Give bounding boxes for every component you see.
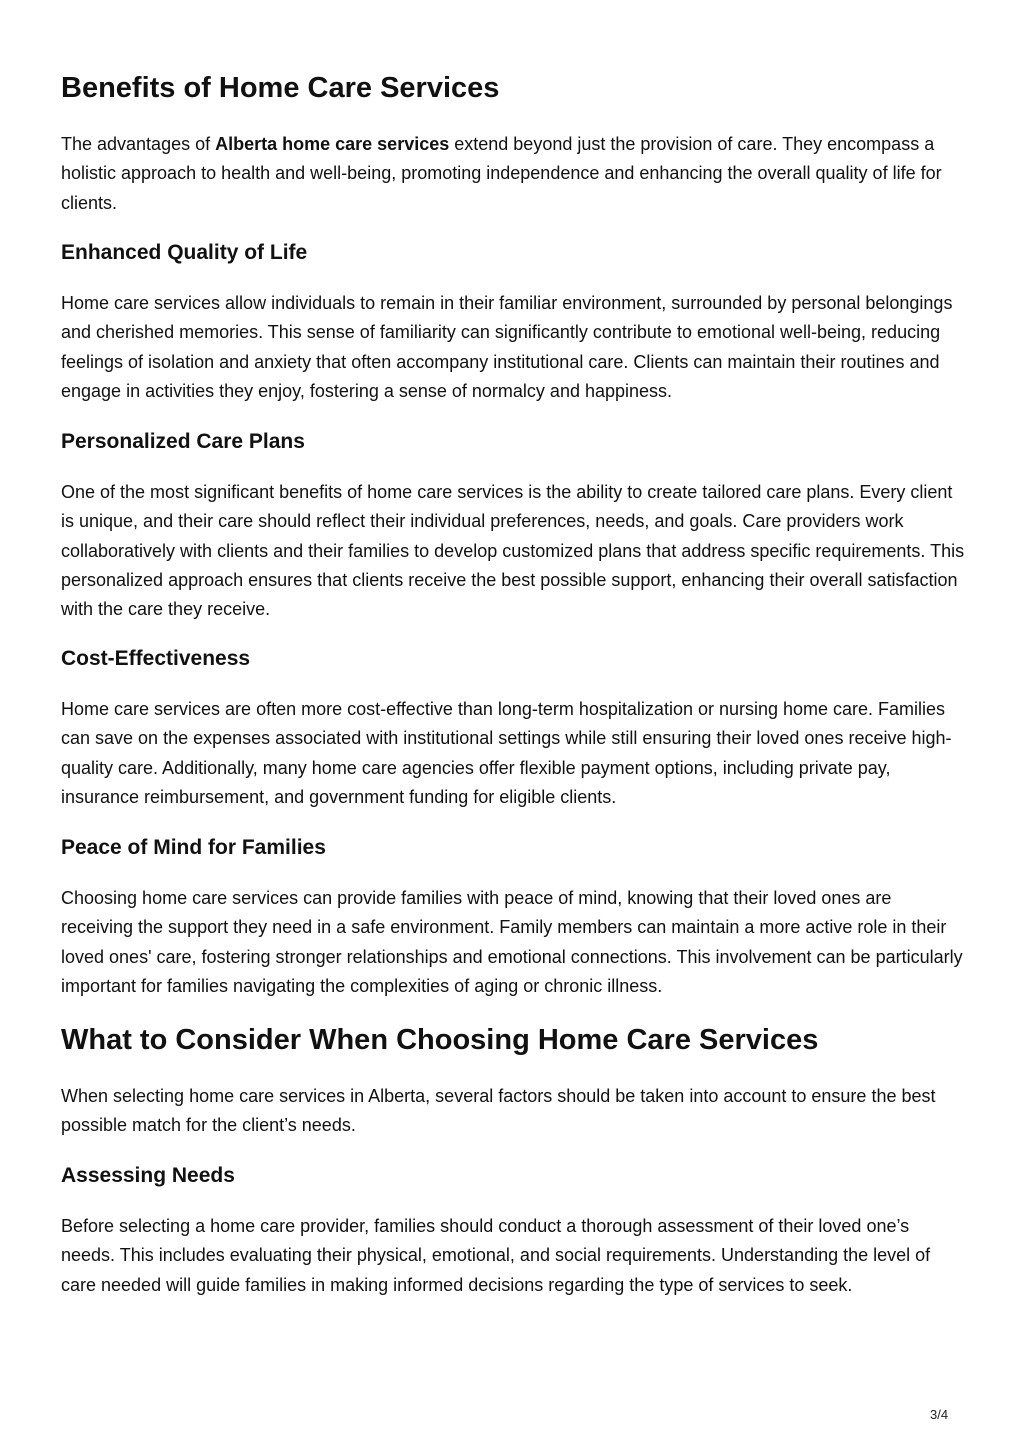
paragraph-benefits-intro (61, 130, 966, 218)
subheading-peace-of-mind: Peace of Mind for Families (61, 836, 326, 859)
intro-text-after: extend beyond just the provision of care. They encompass a holistic approach to health and well-being, promoting independence and enhancing the overall quality of life for clients. (61, 134, 942, 213)
paragraph-peace-of-mind: Choosing home care services can provide families with peace of mind, knowing that their loved ones are receiving the support they need in a safe environment. Family members can maintain a more active role in their loved ones' care, fostering stronger relationships and emotional connections. This involvement can be particularly important for families navigating the complexities of aging or chronic illness. (61, 888, 963, 996)
subheading-personalized-care: Personalized Care Plans (61, 430, 305, 453)
paragraph-personalized-care: One of the most significant benefits of home care services is the ability to create tailored care plans. Every client is unique, and their care should reflect their individual preferences, needs, and goals. Care providers work collaboratively with clients and their families to develop customized plans that address specific requirements. This personalized approach ensures that clients receive the best possible support, enhancing their overall satisfaction with the care they receive. (61, 482, 965, 620)
subheading-assessing-needs: Assessing Needs (61, 1164, 235, 1187)
paragraph-cost-effectiveness: Home care services are often more cost-effective than long-term hospitalization or nursing home care. Families can save on the expenses associated with institutional settings while still ensuring their loved ones receive high-quality care. Additionally, many home care agencies offer flexible payment options, including private pay, insurance reimbursement, and government funding for eligible clients. (61, 699, 952, 807)
paragraph-enhanced-quality: Home care services allow individuals to remain in their familiar environment, surrounded by personal belongings and cherished memories. This sense of familiarity can significantly contribute to emotional well-being, reducing feelings of isolation and anxiety that often accompany institutional care. Clients can maintain their routines and engage in activities they enjoy, fostering a sense of normalcy and happiness. (61, 293, 953, 401)
paragraph-assessing-needs: Before selecting a home care provider, families should conduct a thorough assessment of their loved one’s needs. This includes evaluating their physical, emotional, and social requirements. Understanding the level of care needed will guide families in making informed decisions regarding the type of services to seek. (61, 1216, 931, 1295)
paragraph-consider: When selecting home care services in Alberta, several factors should be taken into account to ensure the best possible match for the client’s needs. (61, 1086, 936, 1136)
subheading-enhanced-quality: Enhanced Quality of Life (61, 241, 308, 264)
intro-text-before: The advantages of (61, 134, 216, 154)
subheading-cost-effectiveness: Cost-Effectiveness (61, 647, 251, 670)
intro-bold-keyword: Alberta home care services (215, 134, 450, 154)
section-title-consider: What to Consider When Choosing Home Care Services (61, 1024, 819, 1056)
section-title-benefits: Benefits of Home Care Services (61, 72, 500, 104)
page-number: 3/4 (930, 1407, 949, 1422)
